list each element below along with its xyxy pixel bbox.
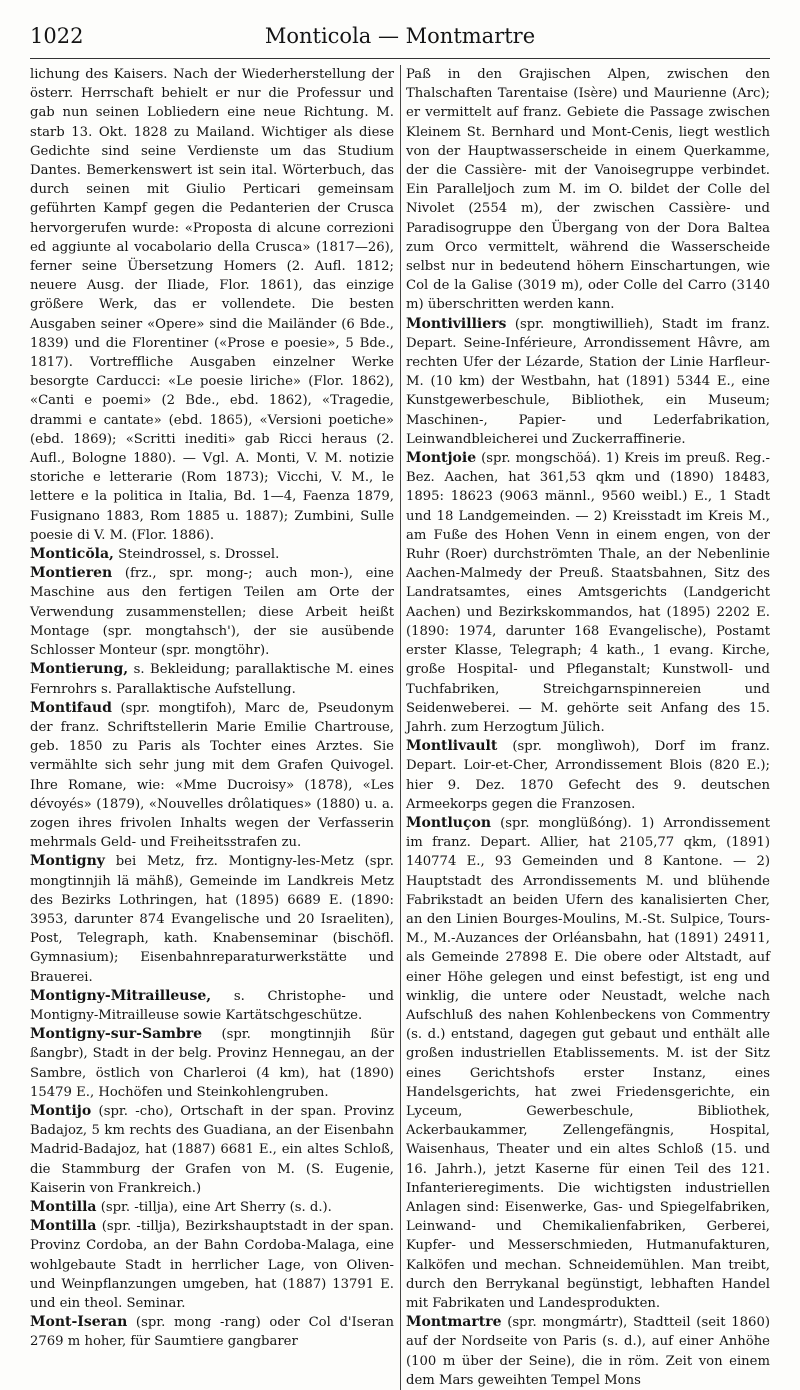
entry-text: (spr. -tillja), eine Art Sherry (s. d.). [96, 1199, 332, 1215]
dictionary-entry [30, 699, 394, 853]
column-divider [400, 65, 401, 1390]
entry-headword: Montlivault [406, 738, 498, 755]
dictionary-entry [406, 449, 770, 737]
entry-headword: Montjoie [406, 450, 477, 467]
entry-headword: Montierung, [30, 661, 129, 678]
entry-text: (spr. mongtinnjih ßür ßangbr), Stadt in der belg. Provinz Hennegau, an der Sambre, östlich von Charleroi (4 km), hat (1890) 15479 E., Hochöfen und Steinkohlengruben. [30, 1027, 394, 1100]
entry-headword: Montigny-Mitrailleuse, [30, 987, 212, 1004]
entry-text: (spr. -tillja), Bezirkshauptstadt in der span. Provinz Cordoba, an der Bahn Cordoba-Malaga, eine wohlgebaute Stadt in herrlicher Lage, von Oliven- und Weinpflanzungen umgeben, hat (1887) 13791 E. und ein theol. Seminar. [30, 1219, 394, 1311]
dictionary-entry [30, 1102, 394, 1198]
entry-headword: Montilla [30, 1218, 97, 1235]
dictionary-entry [406, 1313, 770, 1390]
entry-text: (spr. mong -rang) oder Col d'Iseran 2769 m hoher, für Saumtiere gangbarer [30, 1315, 394, 1350]
dictionary-entry [30, 65, 394, 545]
entry-text: (spr. mongmártr), Stadtteil (seit 1860) auf der Nordseite von Paris (s. d.), auf einer Anhöhe (100 m über der Seine), die in röm. Zeit von einem dem Mars geweihten Tempel Mons [406, 1315, 770, 1388]
page-number: 1022 [30, 24, 84, 48]
page-header [30, 18, 770, 59]
dictionary-entry [30, 987, 394, 1025]
entry-text: (spr. mongtifoh), Marc de, Pseudonym der franz. Schriftstellerin Marie Emilie Chartrouse, geb. 1850 zu Paris als Tochter eines Arztes. Sie vermählte sich sehr jung mit dem Grafen Quivogel. Ihre Romane, wie: «Mme Ducroisy» (1878), «Les dévoyés» (1879), «Nouvelles drôlatiques» (1880) u. a. zogen ihres frivolen Inhalts wegen der Verfasserin mehrmals Geld- und Freiheitsstrafen zu. [30, 700, 394, 851]
running-title: Monticola — Montmartre [264, 24, 536, 48]
entry-headword: Montilla [30, 1198, 97, 1215]
dictionary-entry [406, 65, 770, 315]
entry-text: s. Christophe- und Montigny-Mitrailleuse sowie Kartätschgeschütze. [30, 988, 394, 1023]
dictionary-entry [30, 660, 394, 698]
entry-text: (spr. monglüßóng). 1) Arrondissement im franz. Depart. Allier, hat 2105,77 qkm, (1891) 140774 E., 93 Gemeinden und 8 Kantone. — 2) Hauptstadt des Arrondissements M. und blühende Fabrikstadt an beiden Ufern des kanalisierten Cher, an den Linien Bourges-Moulins, M.-St. Sulpice, Tours-M., M.-Auzances der Orléansbahn, hat (1891) 24911, als Gemeinde 27898 E. Die obere oder Altstadt, auf einer Höhe gelegen und einst befestigt, ist eng und winklig, die untere oder Neustadt, welche nach Aufschluß des nahen Kohlenbeckens von Commentry (s. d.) entstand, dagegen gut gebaut und enthält alle großen industriellen Etablissements. M. ist der Sitz eines Gerichtshofs erster Instanz, eines Handelsgerichts, hat zwei Friedensgerichte, ein Lyceum, Gewerbeschule, Bibliothek, Ackerbaukammer, Zellengefängnis, Hospital, Waisenhaus, Theater und ein altes Schloß (15. und 16. Jahrh.), jetzt Kaserne für einen Teil des 121. Infanterieregiments. Die wichtigsten industriellen Anlagen sind: Eisenwerke, Gas- und Spiegelfabriken, Leinwand- und Chemikalienfabriken, Gerberei, Kupfer- und Messerschmieden, Hutmanufakturen, Kalköfen und mechan. Schneidemühlen. Man treibt, durch den Berrykanal begünstigt, lebhaften Handel mit Fabrikaten und Landesprodukten. [406, 815, 770, 1311]
dictionary-entry [30, 1198, 394, 1217]
left-column [30, 65, 394, 1390]
entry-text: Paß in den Grajischen Alpen, zwischen den Thalschaften Tarentaise (Isère) und Maurienne (Arc); er vermittelt auf franz. Gebiete die Passage zwischen Kleinem St. Bernhard und Mont-Cenis, liegt westlich von der Hauptwasserscheide in einem Querkamme, der die Cassière- mit der Vanoisegruppe verbindet. Ein Paralleljoch zum M. im O. bildet der Colle del Nivolet (2554 m), der zwischen Cassière- und Paradisogruppe den Übergang von der Dora Baltea zum Orco vermittelt, während die Wasserscheide selbst nur in bedeutend höhern Einschartungen, wie Col de la Galise (3019 m), oder Colle del Carro (3140 m) überschritten werden kann. [406, 67, 770, 313]
text-columns [30, 65, 770, 1390]
dictionary-entry [406, 814, 770, 1313]
entry-headword: Montijo [30, 1102, 92, 1119]
entry-headword: Montluçon [406, 814, 492, 831]
entry-text: (spr. mongschöá). 1) Kreis im preuß. Reg.-Bez. Aachen, hat 361,53 qkm und (1890) 18483, 1895: 18623 (9063 männl., 9560 weibl.) E., 1 Stadt und 18 Landgemeinden. — 2) Kreisstadt im Kreis M., am Fuße des Hohen Venn in einem engen, von der Ruhr (Roer) durchströmten Thale, an der Nebenlinie Aachen-Malmedy der Preuß. Staatsbahnen, Sitz des Landratsamtes, eines Amtsgerichts (Landgericht Aachen) und Bezirkskommandos, hat (1895) 2202 E. (1890: 1974, darunter 168 Evangelische), Postamt erster Klasse, Telegraph; 4 kath., 1 evang. Kirche, große Hospital- und Pfleganstalt; Kunstwoll- und Tuchfabriken, Streichgarnspinnereien und Seidenweberei. — M. gehörte seit Anfang des 15. Jahrh. zum Herzogtum Jülich. [406, 451, 770, 735]
entry-text: (frz., spr. mong-; auch mon-), eine Maschine aus den fertigen Teilen am Orte der Verwendung zusammenstellen; diese Arbeit heißt Montage (spr. mongtahsch'), der sie ausübende Schlosser Monteur (spr. mongtöhr). [30, 566, 394, 659]
entry-headword: Montieren [30, 565, 113, 582]
entry-text: (spr. -cho), Ortschaft in der span. Provinz Badajoz, 5 km rechts des Guadiana, an der Eisenbahn Madrid-Badajoz, hat (1887) 6681 E., ein altes Schloß, die Stammburg der Grafen von M. (S. Eugenie, Kaiserin von Frankreich.) [30, 1103, 394, 1196]
entry-text: s. Bekleidung; parallaktische M. eines Fernrohrs s. Parallaktische Aufstellung. [30, 662, 394, 697]
dictionary-entry [406, 315, 770, 449]
entry-headword: Montivilliers [406, 315, 507, 332]
dictionary-entry [30, 564, 394, 660]
dictionary-entry [30, 1217, 394, 1313]
entry-text: (spr. monglìwoh), Dorf im franz. Depart. Loir-et-Cher, Arrondissement Blois (820 E.); hier 9. Dez. 1870 Gefecht des 9. deutschen Armeekorps gegen die Franzosen. [406, 739, 770, 812]
right-column [406, 65, 770, 1390]
entry-headword: Mont-Iseran [30, 1314, 128, 1331]
dictionary-entry [30, 1313, 394, 1351]
entry-headword: Montigny [30, 853, 105, 870]
entry-text: Steindrossel, s. Drossel. [113, 547, 280, 563]
dictionary-entry [30, 852, 394, 986]
entry-text: (spr. mongtiwillieh), Stadt im franz. Depart. Seine-Inférieure, Arrondissement Hâvre, am rechten Ufer der Lézarde, Station der Linie Harfleur-M. (10 km) der Westbahn, hat (1891) 5344 E., eine Kunstgewerbeschule, Bibliothek, ein Museum; Maschinen-, Papier- und Lederfabrikation, Leinwandbleicherei und Zuckerraffinerie. [406, 316, 770, 447]
dictionary-entry [406, 737, 770, 814]
entry-text: lichung des Kaisers. Nach der Wiederherstellung der österr. Herrschaft behielt er nur die Professur und gab nun seinen Lobliedern eine neue Richtung. M. starb 13. Okt. 1828 zu Mailand. Wichtiger als diese Gedichte sind seine Verdienste um das Studium Dantes. Bemerkenswert ist sein ital. Wörterbuch, das durch seinen mit Giulio Perticari gemeinsam geführten Kampf gegen die Pedanterien der Crusca hervorgerufen wurde: «Proposta di alcune correzioni ed aggiunte al vocabolario della Crusca» (1817—26), ferner seine Übersetzung Homers (2. Aufl. 1812; neuere Ausg. der Iliade, Flor. 1861), das einzige größere Werk, das er vollendete. Die besten Ausgaben seiner «Opere» sind die Mailänder (6 Bde., 1839) und die Florentiner («Prose e poesie», 5 Bde., 1817). Vortreffliche Ausgaben einzelner Werke besorgte Carducci: «Le poesie liriche» (Flor. 1862), «Canti e poemi» (2 Bde., ebd. 1862), «Tragedie, drammi e cantate» (ebd. 1865), «Versioni poetiche» (ebd. 1869); «Scritti inediti» gab Ricci heraus (2. Aufl., Bologne 1880). — Vgl. A. Monti, V. M. notizie storiche e letterarie (Rom 1873); Vicchi, V. M., le lettere e la politica in Italia, Bd. 1—4, Faenza 1879, Fusignano 1883, Rom 1885 u. 1887); Zumbini, Sulle poesie di V. M. (Flor. 1886). [30, 67, 394, 543]
dictionary-entry [30, 545, 394, 564]
entry-headword: Monticŏla, [30, 546, 114, 563]
entry-headword: Montigny-sur-Sambre [30, 1026, 203, 1043]
entry-headword: Montifaud [30, 699, 112, 716]
dictionary-entry [30, 1025, 394, 1102]
entry-headword: Montmartre [406, 1314, 502, 1331]
entry-text: bei Metz, frz. Montigny-les-Metz (spr. mongtinnjih lä mähß), Gemeinde im Landkreis Metz des Bezirks Lothringen, hat (1895) 6689 E. (1890: 3953, darunter 874 Evangelische und 20 Israeliten), Post, Telegraph, kath. Knabenseminar (bischöfl. Gymnasium); Eisenbahnreparaturwerkstätte und Brauerei. [30, 854, 394, 985]
